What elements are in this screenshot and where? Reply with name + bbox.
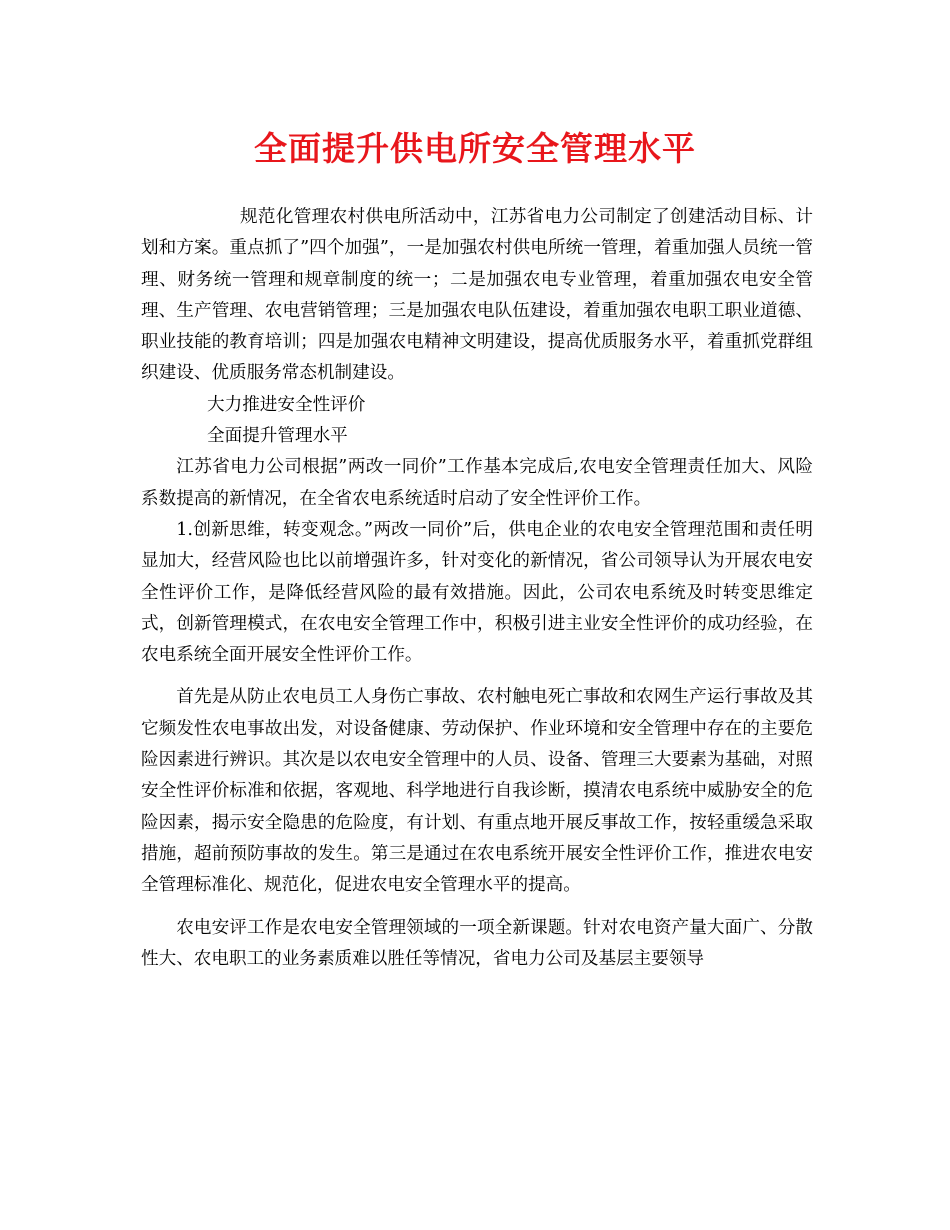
- paragraph-background: 江苏省电力公司根据”两改一同价”工作基本完成后,农电安全管理责任加大、风险系数提高的新情况，在全省农电系统适时启动了安全性评价工作。: [141, 457, 813, 509]
- subheading-management-level: 全面提升管理水平: [207, 426, 348, 447]
- subheading-safety-evaluation: 大力推进安全性评价: [207, 394, 366, 415]
- document-title: 全面提升供电所安全管理水平: [254, 129, 696, 168]
- document-body: [141, 202, 813, 975]
- paragraph-measures: 首先是从防止农电员工人身伤亡事故、农村触电死亡事故和农网生产运行事故及其它频发性农电事故出发，对设备健康、劳动保护、作业环境和安全管理中存在的主要危险因素进行辨识。其次是以农电安全管理中的人员、设备、管理三大要素为基础，对照安全性评价标准和依据，客观地、科学地进行自我诊断，摸清农电系统中威胁安全的危险因素，揭示安全隐患的危险度，有计划、有重点地开展反事故工作，按轻重缓急采取措施，超前预防事故的发生。第三是通过在农电系统开展安全性评价工作，推进农电安全管理标准化、规范化，促进农电安全管理水平的提高。: [141, 687, 813, 896]
- paragraph-new-topic: 农电安评工作是农电安全管理领域的一项全新课题。针对农电资产量大面广、分散性大、农电职工的业务素质难以胜任等情况，省电力公司及基层主要领导: [141, 917, 813, 969]
- paragraph-innovation: 1.创新思维，转变观念。”两改一同价”后，供电企业的农电安全管理范围和责任明显加大，经营风险也比以前增强许多，针对变化的新情况，省公司领导认为开展农电安全性评价工作，是降低经营风险的最有效措施。因此，公司农电系统及时转变思维定式，创新管理模式，在农电安全管理工作中，积极引进主业安全性评价的成功经验，在农电系统全面开展安全性评价工作。: [141, 519, 813, 666]
- paragraph-intro: 规范化管理农村供电所活动中，江苏省电力公司制定了创建活动目标、计划和方案。重点抓了”四个加强”，一是加强农村供电所统一管理，着重加强人员统一管理、财务统一管理和规章制度的统一；二是加强农电专业管理，着重加强农电安全管理、生产管理、农电营销管理；三是加强农电队伍建设，着重加强农电职工职业道德、职业技能的教育培训；四是加强农电精神文明建设，提高优质服务水平，着重抓党群组织建设、优质服务常态机制建设。: [141, 207, 813, 384]
